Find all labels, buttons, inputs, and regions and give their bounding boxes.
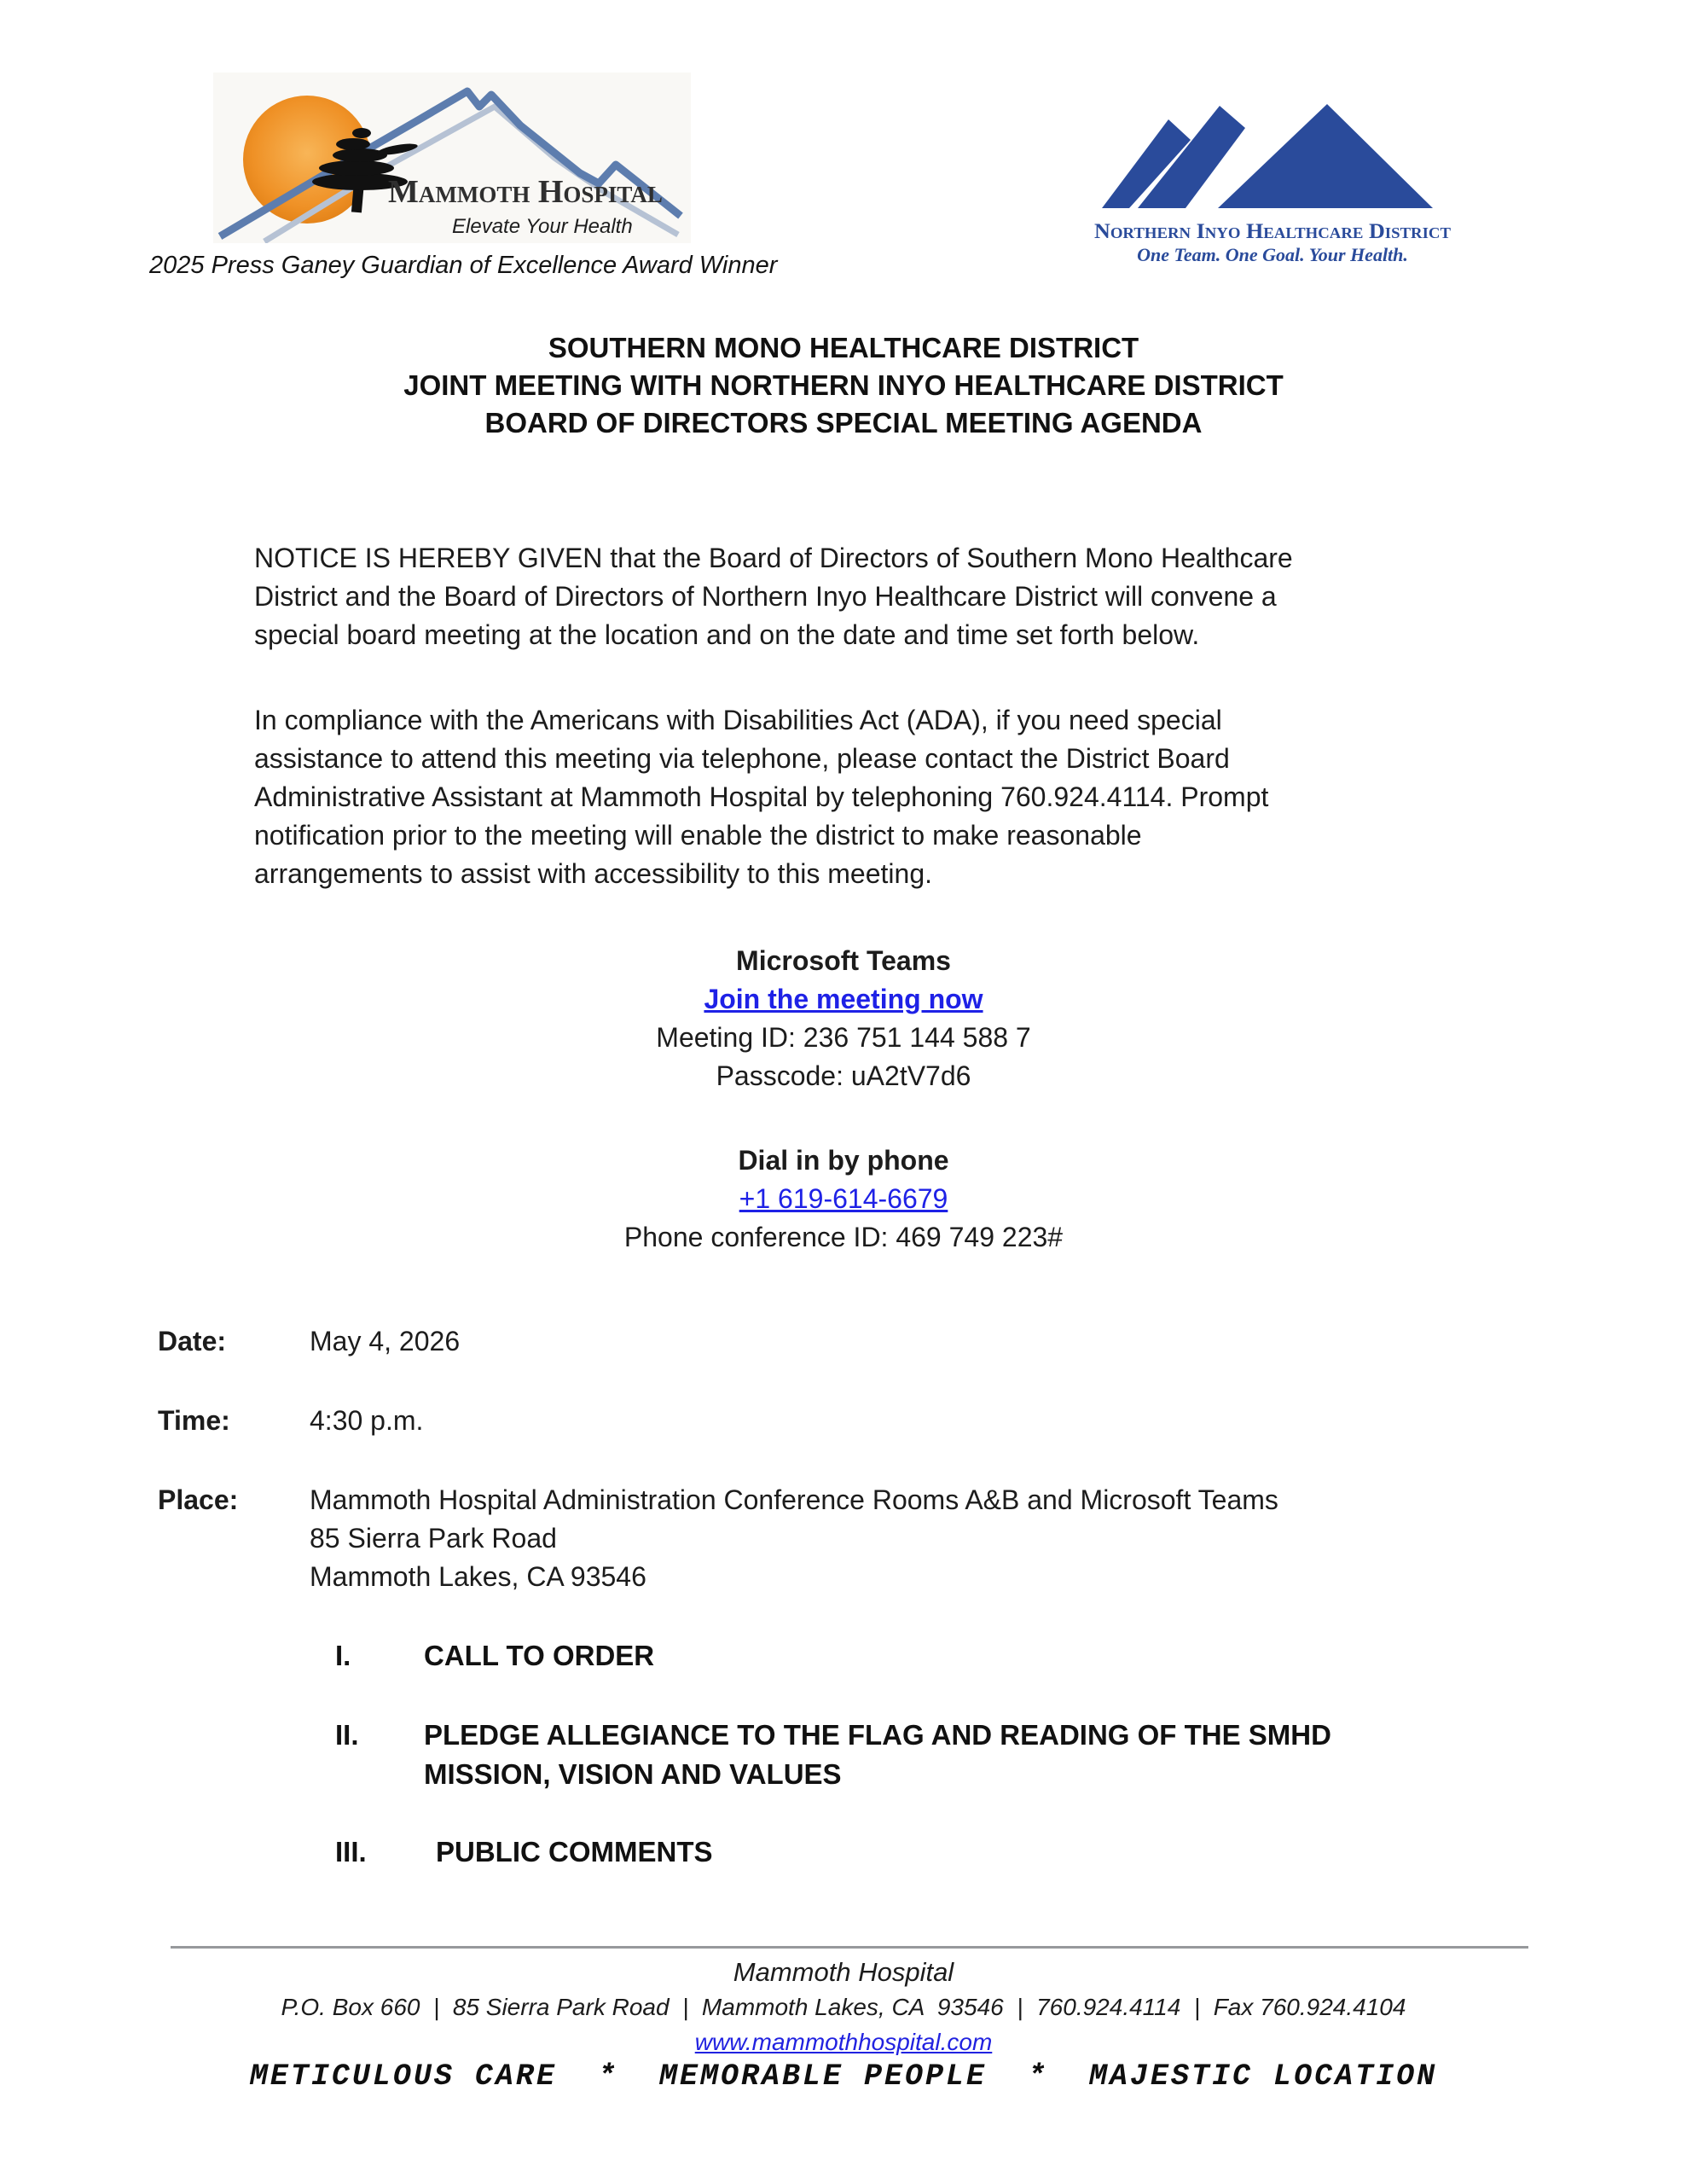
- footer-website-link[interactable]: www.mammothhospital.com: [694, 2029, 993, 2055]
- nihd-logo-tagline: One Team. One Goal. Your Health.: [1137, 244, 1408, 265]
- dial-in-section: [0, 1141, 1687, 1257]
- notice-paragraph: [254, 539, 1465, 654]
- notice-line: NOTICE IS HEREBY GIVEN that the Board of Directors of Southern Mono Healthcare: [254, 543, 1293, 573]
- agenda-numeral: III.: [335, 1836, 367, 1867]
- agenda-label: CALL TO ORDER: [424, 1640, 655, 1671]
- ada-line: In compliance with the Americans with Disabilities Act (ADA), if you need special: [254, 705, 1222, 735]
- date-value: May 4, 2026: [310, 1326, 461, 1356]
- title-line-3: BOARD OF DIRECTORS SPECIAL MEETING AGENDA: [484, 407, 1203, 439]
- phone-conference-id: Phone conference ID: 469 749 223#: [623, 1222, 1064, 1252]
- mammoth-logo-tagline: Elevate Your Health: [452, 215, 633, 238]
- footer-tagline: METICULOUS CARE * MEMORABLE PEOPLE * MAJESTIC LOCATION: [249, 2059, 1438, 2094]
- title-line-1: SOUTHERN MONO HEALTHCARE DISTRICT: [548, 332, 1139, 363]
- teams-heading: Microsoft Teams: [736, 945, 951, 976]
- date-label: Date:: [158, 1326, 227, 1356]
- ada-line: assistance to attend this meeting via telephone, please contact the District Board: [254, 743, 1230, 774]
- dial-in-heading: Dial in by phone: [738, 1145, 949, 1176]
- time-label: Time:: [158, 1405, 230, 1436]
- notice-line: District and the Board of Directors of Northern Inyo Healthcare District will convene a: [254, 581, 1277, 612]
- agenda-numeral: II.: [335, 1719, 359, 1751]
- agenda-label: PUBLIC COMMENTS: [436, 1836, 713, 1867]
- agenda-label: PLEDGE ALLEGIANCE TO THE FLAG AND READING OF THE SMHD MISSION, VISION AND VALUES: [424, 1719, 1331, 1790]
- document-title: [0, 329, 1687, 442]
- place-line: 85 Sierra Park Road: [310, 1523, 557, 1554]
- footer-divider: [171, 1946, 1528, 1949]
- nihd-mountains-icon: [1102, 104, 1433, 208]
- nihd-logo: [1090, 82, 1458, 265]
- place-label: Place:: [158, 1484, 239, 1515]
- join-meeting-link[interactable]: Join the meeting now: [704, 984, 983, 1014]
- agenda-numeral: I.: [335, 1640, 351, 1671]
- notice-line: special board meeting at the location and on the date and time set forth below.: [254, 619, 1200, 650]
- ada-line: Administrative Assistant at Mammoth Hospital by telephoning 760.924.4114. Prompt: [254, 781, 1269, 812]
- passcode: Passcode: uA2tV7d6: [716, 1060, 971, 1091]
- footer-org-name: Mammoth Hospital: [733, 1957, 954, 1987]
- nihd-logo-name: Northern Inyo Healthcare District: [1094, 220, 1451, 243]
- time-row: [158, 1402, 423, 1440]
- footer-address: P.O. Box 660 | 85 Sierra Park Road | Mammoth Lakes, CA 93546 | 760.924.4114 | Fax 760.924.4104: [281, 1994, 1406, 2020]
- place-line: Mammoth Hospital Administration Conference Rooms A&B and Microsoft Teams: [310, 1484, 1278, 1515]
- time-value: 4:30 p.m.: [310, 1405, 424, 1436]
- title-line-2: JOINT MEETING WITH NORTHERN INYO HEALTHCARE DISTRICT: [403, 369, 1284, 401]
- mammoth-logo-name: Mammoth Hospital: [388, 174, 663, 210]
- place-value: [310, 1481, 1278, 1596]
- phone-number-link[interactable]: +1 619-614-6679: [739, 1183, 948, 1214]
- ada-paragraph: [254, 701, 1465, 893]
- teams-section: [0, 942, 1687, 1095]
- award-caption: 2025 Press Ganey Guardian of Excellence Award Winner: [149, 252, 778, 279]
- ada-line: arrangements to assist with accessibility to this meeting.: [254, 858, 932, 889]
- meeting-id: Meeting ID: 236 751 144 588 7: [656, 1022, 1031, 1053]
- date-row: [158, 1322, 460, 1361]
- place-line: Mammoth Lakes, CA 93546: [310, 1561, 646, 1592]
- ada-line: notification prior to the meeting will enable the district to make reasonable: [254, 820, 1142, 851]
- mammoth-hospital-logo: [213, 73, 691, 243]
- place-row: [158, 1481, 1278, 1596]
